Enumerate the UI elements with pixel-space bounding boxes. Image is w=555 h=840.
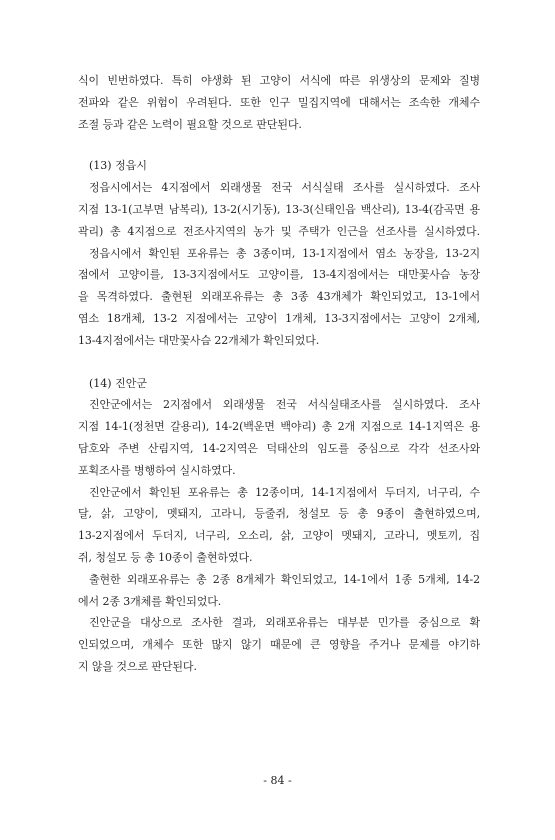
text-line: 13-2지점에서 두더지, 너구리, 오소리, 삵, 고양이 멧돼지, 고라니, 멧토끼, 집 bbox=[78, 529, 480, 543]
text-line: 점에서 고양이를, 13-3지점에서도 고양이를, 13-4지점에서는 대만꽃사슴 농장 bbox=[78, 268, 480, 282]
text-line: 정읍시에서는 4지점에서 외래생물 전국 서식실태 조사를 실시하였다. 조사 bbox=[89, 181, 480, 195]
text-line: 진안군에서 확인된 포유류는 총 12종이며, 14-1지점에서 두더지, 너구리, 수 bbox=[89, 485, 480, 499]
text-line: 식이 빈번하였다. 특히 야생화 된 고양이 서식에 따른 위생상의 문제와 질병 bbox=[78, 74, 480, 87]
text-line: 에서 2종 3개체를 확인되었다. bbox=[78, 594, 222, 608]
page-number: - 84 - bbox=[263, 774, 292, 787]
text-line: 인되었으며, 개체수 또한 많지 않기 때문에 큰 영향을 주거나 문제를 야기하 bbox=[78, 638, 480, 652]
text-line: 담호와 주변 산림지역, 14-2지역은 덕태산의 임도를 중심으로 각각 선조사와 bbox=[78, 441, 480, 455]
text-line: 을 목격하였다. 출현된 외래포유류는 총 3종 43개체가 확인되었고, 13-1에서 bbox=[78, 290, 480, 304]
text-line: 염소 18개체, 13-2 지점에서는 고양이 1개체, 13-3지점에서는 고양이 2개체, bbox=[78, 311, 480, 325]
text-line: 쥐, 청설모 등 총 10종이 출현하였다. bbox=[78, 550, 253, 564]
text-line: 달, 삵, 고양이, 멧돼지, 고라니, 등줄쥐, 청설모 등 총 9종이 출현하였으며, bbox=[78, 507, 480, 521]
text-line: 지점 14-1(정천면 갈용리), 14-2(백운면 백야리) 총 2개 지점으로 14-1지역은 용 bbox=[78, 420, 480, 434]
intro-paragraph bbox=[78, 70, 480, 135]
section-13-paragraph-1 bbox=[78, 177, 480, 242]
text-line: 포획조사를 병행하여 실시하였다. bbox=[78, 463, 236, 477]
text-line: 지점 13-1(고부면 남복리), 13-2(시기동), 13-3(신태인읍 백산리), 13-4(감곡면 용 bbox=[78, 202, 480, 216]
text-line: 지 않을 것으로 판단된다. bbox=[78, 659, 197, 673]
text-line: 13-4지점에서는 대만꽃사슴 22개체가 확인되었다. bbox=[78, 333, 320, 347]
section-14-paragraph-4 bbox=[78, 612, 480, 677]
text-line: 곽리) 총 4지점으로 전조사지역의 농가 및 주택가 인근을 선조사를 실시하였다. bbox=[78, 224, 480, 238]
text-line: 출현한 외래포유류는 총 2종 8개체가 확인되었고, 14-1에서 1종 5개체, 14-2 bbox=[89, 572, 480, 586]
text-line: 정읍시에서 확인된 포유류는 총 3종이며, 13-1지점에서 염소 농장을, 13-2지 bbox=[89, 246, 480, 260]
text-line: 전파와 같은 위험이 우려된다. 또한 인구 밀집지역에 대해서는 조속한 개체수 bbox=[78, 95, 480, 109]
section-14-paragraph-3 bbox=[78, 569, 480, 613]
section-13-paragraph-2 bbox=[78, 243, 480, 352]
text-line: 진안군을 대상으로 조사한 결과, 외래포유류는 대부분 민가를 중심으로 확 bbox=[89, 616, 480, 630]
text-line: 진안군에서는 2지점에서 외래생물 전국 서식실태조사를 실시하였다. 조사 bbox=[89, 398, 480, 412]
section-14-paragraph-2 bbox=[78, 482, 480, 569]
section-heading-13: (13) 정읍시 bbox=[89, 159, 147, 173]
section-heading-14: (14) 진안군 bbox=[89, 376, 147, 390]
body-text bbox=[78, 70, 480, 678]
section-14-paragraph-1 bbox=[78, 394, 480, 481]
text-line: 조절 등과 같은 노력이 필요할 것으로 판단된다. bbox=[78, 117, 302, 131]
